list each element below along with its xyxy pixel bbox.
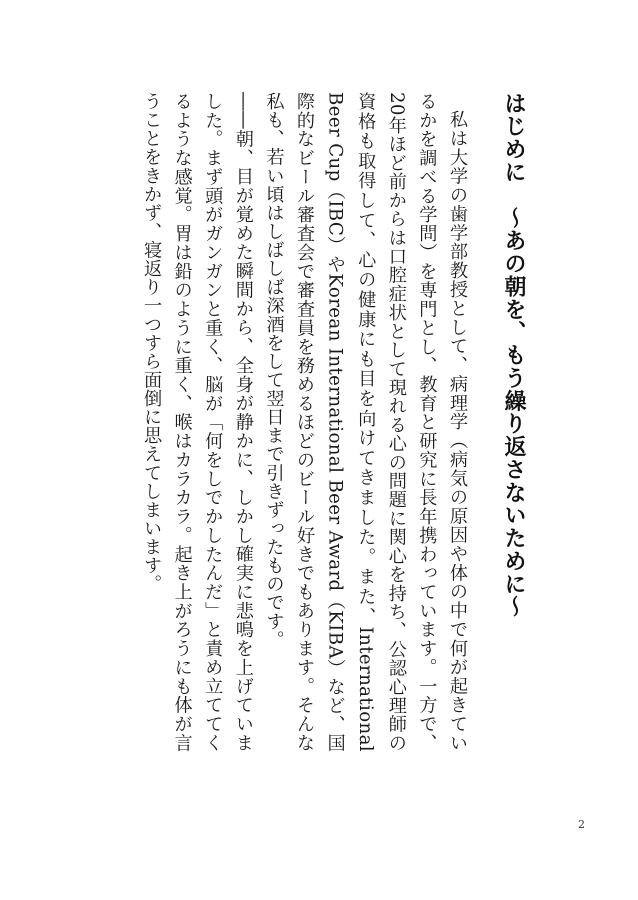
page-number: 2 bbox=[578, 818, 585, 831]
paragraph-intro: 私は大学の歯学部教授として、病理学（病気の原因や体の中で何が起きているかを調べる学問）を専門とし、教育と研究に長年携わっています。一方で、20年ほど前からは口腔症状として現れる心の問題に関心を持ち、公認心理師の資格も取得して、心の健康にも目を向けてきました。また、International Beer Cup（IBC）やKorean International Beer Award（KIBA）など、国際的なビール審査会で審査員を務めるほどのビール好きでもあります。そんな私も、若い頃はしばしば深酒をして翌日まで引きずったものです。 bbox=[263, 92, 468, 752]
chapter-title: はじめに ～あの朝を、もう繰り返さないために～ bbox=[501, 92, 526, 619]
vertical-text-block bbox=[135, 92, 528, 752]
paragraph-morning: ――朝、目が覚めた瞬間から、全身が静かに、しかし確実に悲鳴を上げていました。まず頭がガンガンと重く、脳が「何をしでかしたんだ」と責め立ててくるような感覚。胃は鉛のように重く、喉はカラカラ。起き上がろうにも体が言うことをきかず、寝返り一つすら面倒に思えてしまいます。 bbox=[141, 92, 254, 752]
